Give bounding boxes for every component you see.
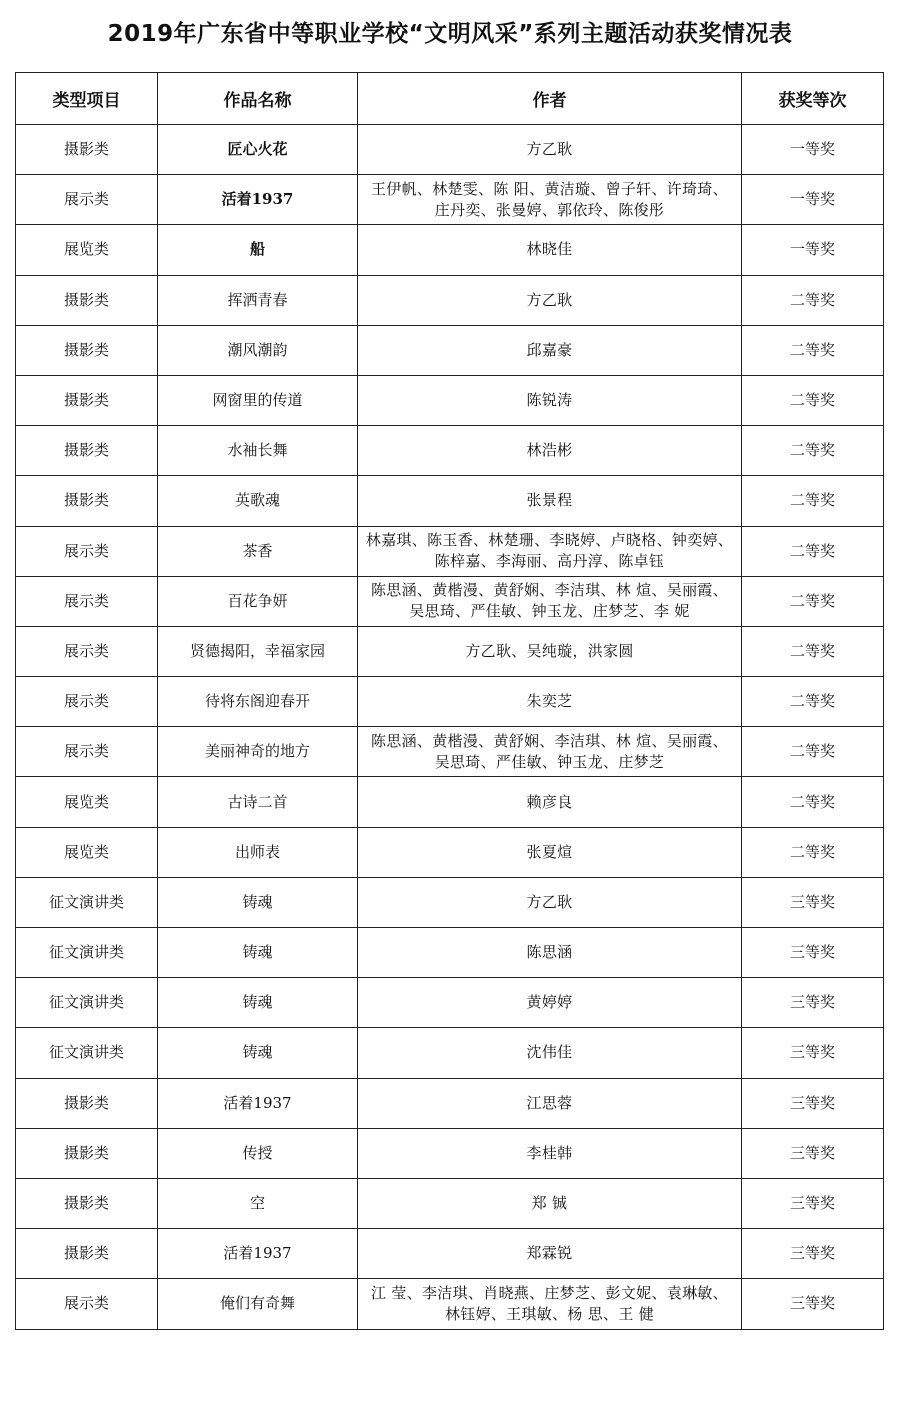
cell-authors: 邱嘉豪 bbox=[358, 325, 742, 375]
cell-award-level: 一等奖 bbox=[742, 225, 884, 275]
cell-authors: 李桂韩 bbox=[358, 1128, 742, 1178]
cell-work-name: 英歌魂 bbox=[158, 476, 358, 526]
cell-award-level: 三等奖 bbox=[742, 1028, 884, 1078]
table-row bbox=[16, 375, 884, 425]
table-row bbox=[16, 1178, 884, 1228]
cell-work-name: 茶香 bbox=[158, 526, 358, 576]
cell-category: 展览类 bbox=[16, 777, 158, 827]
table-row bbox=[16, 1028, 884, 1078]
cell-award-level: 三等奖 bbox=[742, 928, 884, 978]
cell-category: 摄影类 bbox=[16, 325, 158, 375]
table-row bbox=[16, 576, 884, 626]
cell-award-level: 三等奖 bbox=[742, 877, 884, 927]
cell-category: 摄影类 bbox=[16, 125, 158, 175]
cell-award-level: 三等奖 bbox=[742, 1128, 884, 1178]
table-row bbox=[16, 1078, 884, 1128]
cell-authors: 江 莹、李洁琪、肖晓燕、庄梦芝、彭文妮、袁琳敏、林钰婷、王琪敏、杨 思、王 健 bbox=[358, 1279, 742, 1329]
cell-award-level: 二等奖 bbox=[742, 727, 884, 777]
cell-category: 展示类 bbox=[16, 677, 158, 727]
cell-authors: 朱奕芝 bbox=[358, 677, 742, 727]
table-row bbox=[16, 325, 884, 375]
cell-work-name: 传授 bbox=[158, 1128, 358, 1178]
cell-work-name: 待将东阁迎春开 bbox=[158, 677, 358, 727]
cell-award-level: 二等奖 bbox=[742, 576, 884, 626]
table-row bbox=[16, 727, 884, 777]
table-row bbox=[16, 777, 884, 827]
cell-work-name: 匠心火花 bbox=[158, 125, 358, 175]
cell-authors: 方乙耿 bbox=[358, 877, 742, 927]
cell-authors: 林浩彬 bbox=[358, 426, 742, 476]
cell-authors: 方乙耿 bbox=[358, 275, 742, 325]
cell-award-level: 二等奖 bbox=[742, 777, 884, 827]
cell-category: 展示类 bbox=[16, 526, 158, 576]
cell-award-level: 二等奖 bbox=[742, 526, 884, 576]
header-row bbox=[16, 73, 884, 125]
cell-award-level: 三等奖 bbox=[742, 978, 884, 1028]
cell-award-level: 二等奖 bbox=[742, 275, 884, 325]
table-header bbox=[16, 73, 884, 125]
cell-authors: 沈伟佳 bbox=[358, 1028, 742, 1078]
cell-award-level: 三等奖 bbox=[742, 1178, 884, 1228]
table-row bbox=[16, 1128, 884, 1178]
cell-category: 征文演讲类 bbox=[16, 1028, 158, 1078]
cell-category: 征文演讲类 bbox=[16, 978, 158, 1028]
table-row bbox=[16, 426, 884, 476]
table-row bbox=[16, 626, 884, 676]
cell-work-name: 网窗里的传道 bbox=[158, 375, 358, 425]
cell-category: 展示类 bbox=[16, 626, 158, 676]
cell-award-level: 二等奖 bbox=[742, 325, 884, 375]
cell-authors: 黄婷婷 bbox=[358, 978, 742, 1028]
cell-authors: 陈思涵、黄楷漫、黄舒娴、李洁琪、林 煊、吴丽霞、吴思琦、严佳敏、钟玉龙、庄梦芝 bbox=[358, 727, 742, 777]
header-category: 类型项目 bbox=[16, 73, 158, 125]
cell-award-level: 二等奖 bbox=[742, 375, 884, 425]
cell-authors: 王伊帆、林楚雯、陈 阳、黄洁璇、曾子轩、许琦琦、庄丹奕、张曼婷、郭依玲、陈俊彤 bbox=[358, 175, 742, 225]
cell-category: 摄影类 bbox=[16, 375, 158, 425]
cell-work-name: 活着1937 bbox=[158, 1078, 358, 1128]
table-row bbox=[16, 225, 884, 275]
cell-authors: 张景程 bbox=[358, 476, 742, 526]
cell-authors: 赖彦良 bbox=[358, 777, 742, 827]
cell-award-level: 一等奖 bbox=[742, 175, 884, 225]
cell-category: 展示类 bbox=[16, 727, 158, 777]
cell-work-name: 铸魂 bbox=[158, 877, 358, 927]
cell-category: 摄影类 bbox=[16, 275, 158, 325]
cell-authors: 林嘉琪、陈玉香、林楚珊、李晓婷、卢晓格、钟奕婷、陈梓嘉、李海丽、高丹淳、陈卓钰 bbox=[358, 526, 742, 576]
cell-work-name: 潮风潮韵 bbox=[158, 325, 358, 375]
cell-work-name: 古诗二首 bbox=[158, 777, 358, 827]
cell-authors: 陈思涵 bbox=[358, 928, 742, 978]
cell-work-name: 铸魂 bbox=[158, 1028, 358, 1078]
table-row bbox=[16, 175, 884, 225]
cell-category: 展览类 bbox=[16, 827, 158, 877]
table-row bbox=[16, 1279, 884, 1329]
cell-work-name: 活着1937 bbox=[158, 1229, 358, 1279]
cell-category: 展示类 bbox=[16, 175, 158, 225]
cell-work-name: 水袖长舞 bbox=[158, 426, 358, 476]
cell-work-name: 活着1937 bbox=[158, 175, 358, 225]
cell-authors: 郑霖锐 bbox=[358, 1229, 742, 1279]
cell-award-level: 三等奖 bbox=[742, 1229, 884, 1279]
table-row bbox=[16, 125, 884, 175]
cell-authors: 方乙耿 bbox=[358, 125, 742, 175]
cell-work-name: 出师表 bbox=[158, 827, 358, 877]
cell-category: 摄影类 bbox=[16, 1229, 158, 1279]
cell-category: 展览类 bbox=[16, 225, 158, 275]
table-row bbox=[16, 526, 884, 576]
cell-category: 征文演讲类 bbox=[16, 928, 158, 978]
header-authors: 作者 bbox=[358, 73, 742, 125]
page-title: 2019年广东省中等职业学校“文明风采”系列主题活动获奖情况表 bbox=[107, 21, 793, 47]
table-row bbox=[16, 476, 884, 526]
awards-table bbox=[15, 72, 884, 1330]
cell-category: 摄影类 bbox=[16, 426, 158, 476]
table-row bbox=[16, 877, 884, 927]
cell-category: 摄影类 bbox=[16, 1128, 158, 1178]
cell-category: 征文演讲类 bbox=[16, 877, 158, 927]
table-row bbox=[16, 978, 884, 1028]
table-row bbox=[16, 677, 884, 727]
cell-work-name: 空 bbox=[158, 1178, 358, 1228]
cell-award-level: 一等奖 bbox=[742, 125, 884, 175]
cell-work-name: 俺们有奇舞 bbox=[158, 1279, 358, 1329]
cell-award-level: 二等奖 bbox=[742, 426, 884, 476]
table-row bbox=[16, 827, 884, 877]
table-row bbox=[16, 1229, 884, 1279]
cell-award-level: 二等奖 bbox=[742, 626, 884, 676]
cell-authors: 张夏煊 bbox=[358, 827, 742, 877]
cell-category: 摄影类 bbox=[16, 1078, 158, 1128]
cell-award-level: 二等奖 bbox=[742, 827, 884, 877]
table-row bbox=[16, 928, 884, 978]
cell-authors: 方乙耿、吴纯璇，洪家圆 bbox=[358, 626, 742, 676]
cell-work-name: 美丽神奇的地方 bbox=[158, 727, 358, 777]
table-body bbox=[16, 125, 884, 1330]
cell-work-name: 挥洒青春 bbox=[158, 275, 358, 325]
cell-award-level: 三等奖 bbox=[742, 1279, 884, 1329]
cell-category: 展示类 bbox=[16, 1279, 158, 1329]
cell-category: 摄影类 bbox=[16, 476, 158, 526]
cell-award-level: 三等奖 bbox=[742, 1078, 884, 1128]
cell-authors: 陈思涵、黄楷漫、黄舒娴、李洁琪、林 煊、吴丽霞、吴思琦、严佳敏、钟玉龙、庄梦芝、李 妮 bbox=[358, 576, 742, 626]
cell-award-level: 二等奖 bbox=[742, 677, 884, 727]
cell-work-name: 船 bbox=[158, 225, 358, 275]
header-award-level: 获奖等次 bbox=[742, 73, 884, 125]
cell-work-name: 铸魂 bbox=[158, 928, 358, 978]
header-work-name: 作品名称 bbox=[158, 73, 358, 125]
cell-category: 摄影类 bbox=[16, 1178, 158, 1228]
cell-authors: 陈锐涛 bbox=[358, 375, 742, 425]
cell-work-name: 百花争妍 bbox=[158, 576, 358, 626]
cell-work-name: 铸魂 bbox=[158, 978, 358, 1028]
cell-work-name: 贤德揭阳，幸福家园 bbox=[158, 626, 358, 676]
table-row bbox=[16, 275, 884, 325]
cell-authors: 江思蓉 bbox=[358, 1078, 742, 1128]
cell-authors: 郑 铖 bbox=[358, 1178, 742, 1228]
cell-award-level: 二等奖 bbox=[742, 476, 884, 526]
cell-category: 展示类 bbox=[16, 576, 158, 626]
cell-authors: 林晓佳 bbox=[358, 225, 742, 275]
